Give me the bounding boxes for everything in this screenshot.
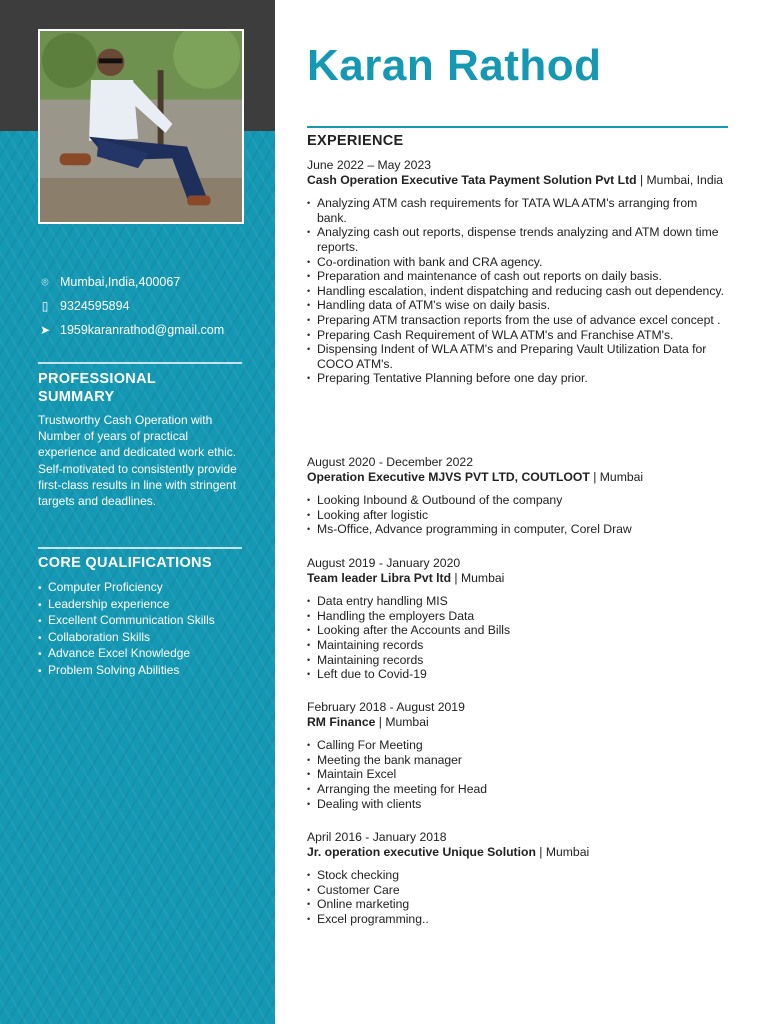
job-entry (307, 158, 727, 386)
job-duties (307, 594, 727, 682)
phone-icon: ▯ (41, 299, 49, 313)
profile-photo (38, 29, 244, 224)
job-title-line (307, 173, 727, 188)
summary-heading-line2: SUMMARY (38, 389, 115, 405)
duty-item: • Stock checking (307, 868, 727, 883)
duty-item: • Meeting the bank manager (307, 753, 727, 768)
job-location: | Mumbai (589, 469, 644, 484)
job-duties (307, 196, 727, 386)
job-title: Cash Operation Executive Tata Payment Solution Pvt Ltd (307, 172, 637, 187)
duty-item: • Analyzing cash out reports, dispense trends analyzing and ATM down time reports. (307, 225, 727, 254)
summary-text: Trustworthy Cash Operation with Number of years of practical experience and dedicated work ethic. Self-motivated to consistently provide first-class results in line with stringent targets and deadlines. (38, 413, 237, 509)
job-entry (307, 556, 727, 682)
duty-item: • Maintain Excel (307, 767, 727, 782)
job-duties (307, 868, 727, 926)
job-location: | Mumbai (375, 714, 429, 729)
duty-item: • Online marketing (307, 897, 727, 912)
candidate-name: Karan Rathod (307, 41, 602, 90)
job-title-line (307, 715, 727, 730)
duty-item: • Handling data of ATM's wise on daily basis. (307, 298, 727, 313)
duty-item: • Handling escalation, indent dispatching and reducing cash out dependency. (307, 284, 727, 299)
duty-item: • Preparing ATM transaction reports from the use of advance excel concept . (307, 313, 727, 328)
duty-item: • Looking after the Accounts and Bills (307, 623, 727, 638)
duty-item: • Preparing Cash Requirement of WLA ATM's and Franchise ATM's. (307, 328, 727, 343)
qualifications-list (38, 580, 258, 680)
qualification-item: • Excellent Communication Skills (38, 613, 258, 630)
duty-item: • Maintaining records (307, 638, 727, 653)
duty-item: • Dispensing Indent of WLA ATM's and Preparing Vault Utilization Data for COCO ATM's. (307, 342, 727, 371)
duty-item: • Preparation and maintenance of cash out reports on daily basis. (307, 269, 727, 284)
contact-address-row (38, 275, 224, 299)
summary-heading (38, 370, 248, 406)
sidebar-divider-summary (38, 362, 242, 364)
job-title: Jr. operation executive Unique Solution (307, 844, 536, 859)
qualification-item: • Computer Proficiency (38, 580, 258, 597)
duty-item: • Customer Care (307, 883, 727, 898)
job-entry (307, 455, 727, 537)
contact-email-row (38, 323, 224, 347)
qualification-item: • Collaboration Skills (38, 630, 258, 647)
job-dates: April 2016 - January 2018 (307, 830, 447, 844)
job-title-line (307, 571, 727, 586)
job-title: Operation Executive MJVS PVT LTD, COUTLOOT (307, 469, 590, 484)
job-dates: June 2022 – May 2023 (307, 158, 431, 172)
duty-item: • Ms-Office, Advance programming in computer, Corel Draw (307, 522, 727, 537)
sidebar (0, 0, 275, 1024)
duty-item: • Co-ordination with bank and CRA agency. (307, 255, 727, 270)
job-title-line (307, 470, 727, 485)
duty-item: • Left due to Covid-19 (307, 667, 727, 682)
qualifications-heading: CORE QUALIFICATIONS (38, 555, 212, 571)
experience-heading: EXPERIENCE (307, 133, 404, 149)
duty-item: • Calling For Meeting (307, 738, 727, 753)
sidebar-divider-qualifications (38, 547, 242, 549)
contact-address: Mumbai,India,400067 (60, 275, 181, 289)
duty-item: • Looking Inbound & Outbound of the company (307, 493, 727, 508)
job-dates: February 2018 - August 2019 (307, 700, 465, 714)
duty-item: • Arranging the meeting for Head (307, 782, 727, 797)
duty-item: • Maintaining records (307, 653, 727, 668)
contact-phone-row (38, 299, 224, 323)
qualification-item: • Advance Excel Knowledge (38, 646, 258, 663)
header-rule (307, 126, 728, 128)
job-dates: August 2020 - December 2022 (307, 455, 473, 469)
contact-email[interactable]: 1959karanrathod@gmail.com (60, 323, 225, 337)
job-entry (307, 700, 727, 811)
qualification-item: • Leadership experience (38, 597, 258, 614)
duty-item: • Analyzing ATM cash requirements for TATA WLA ATM's arranging from bank. (307, 196, 727, 225)
duty-item: • Excel programming.. (307, 912, 727, 927)
job-dates: August 2019 - January 2020 (307, 556, 461, 570)
job-location: | Mumbai (535, 844, 590, 859)
job-title: Team leader Libra Pvt ltd (307, 570, 452, 585)
duty-item: • Looking after logistic (307, 508, 727, 523)
summary-heading-line1: PROFESSIONAL (38, 371, 156, 387)
contact-info (38, 275, 224, 347)
send-icon: ➤ (39, 323, 51, 337)
job-title-line (307, 845, 727, 860)
job-entry (307, 830, 727, 927)
duty-item: • Preparing Tentative Planning before one day prior. (307, 371, 727, 386)
job-title: RM Finance (307, 714, 376, 729)
job-location: | Mumbai, India (636, 172, 724, 187)
contact-phone: 9324595894 (60, 299, 130, 313)
job-location: | Mumbai (451, 570, 505, 585)
duty-item: • Handling the employers Data (307, 609, 727, 624)
duty-item: • Data entry handling MIS (307, 594, 727, 609)
job-duties (307, 493, 727, 537)
qualification-item: • Problem Solving Abilities (38, 663, 258, 680)
duty-item: • Dealing with clients (307, 797, 727, 812)
job-duties (307, 738, 727, 811)
location-pin-icon: ⌾ (41, 275, 49, 289)
